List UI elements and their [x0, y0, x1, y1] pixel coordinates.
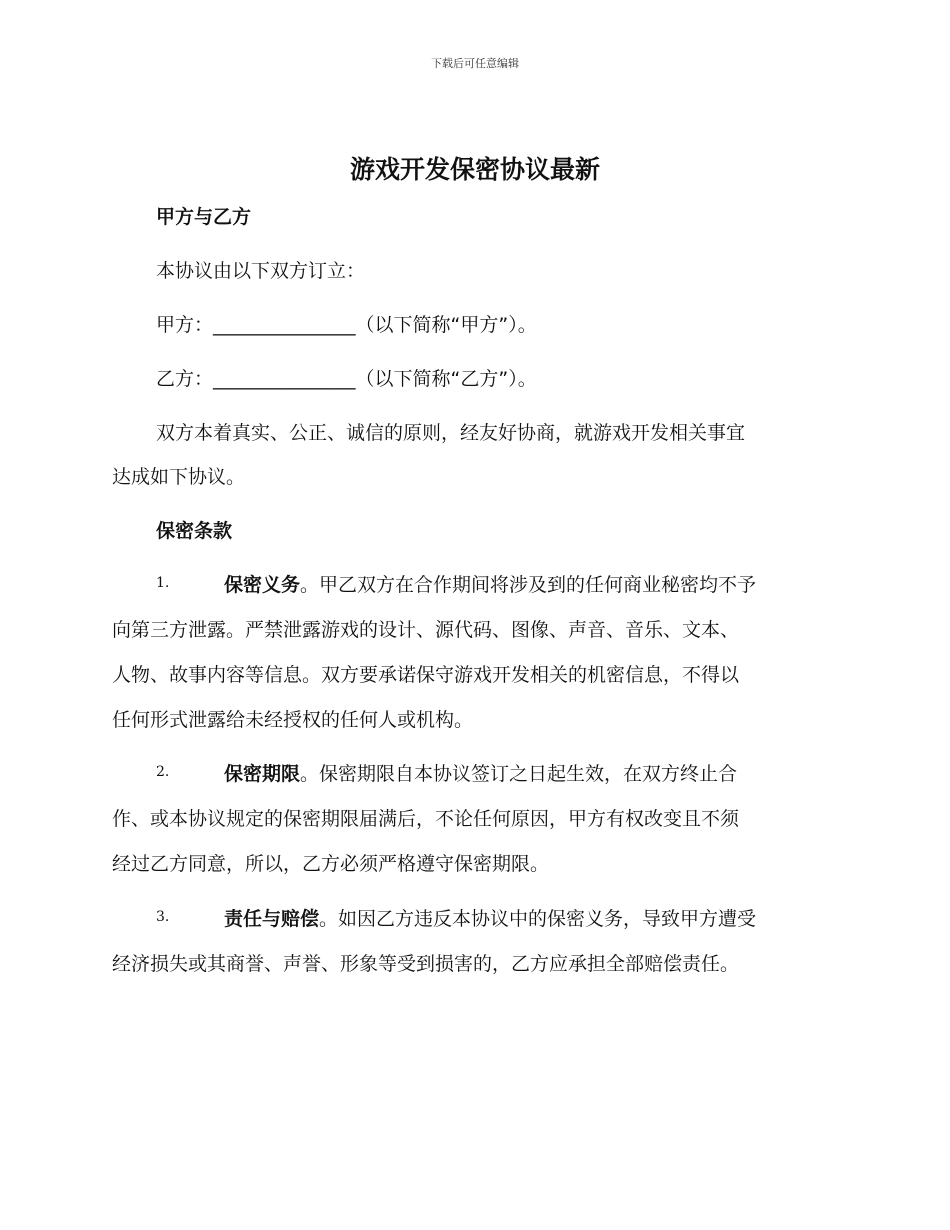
- clause-1-line-1: [224, 570, 944, 597]
- clause-1-line-4: 任何形式泄露给未经授权的任何人或机构。: [112, 709, 474, 731]
- clause-title: 保密期限: [224, 763, 301, 785]
- clause-number: 1.: [156, 575, 170, 591]
- party-b-line: [156, 364, 876, 391]
- section-heading-confidentiality: 保密条款: [156, 520, 233, 542]
- clause-2-line-2: 作、或本协议规定的保密期限届满后，不论任何原因，甲方有权改变且不须: [112, 808, 740, 830]
- clause-3-line-1: [224, 904, 944, 931]
- party-b-suffix: （以下简称“乙方”）。: [355, 368, 537, 390]
- document-title: 游戏开发保密协议最新: [349, 155, 600, 184]
- clause-3-line-2: 经济损失或其商誉、声誉、形象等受到损害的，乙方应承担全部赔偿责任。: [112, 953, 740, 975]
- clause-number: 3.: [156, 909, 170, 925]
- preamble-line-1: 双方本着真实、公正、诚信的原则，经友好协商，就游戏开发相关事宜: [156, 422, 746, 444]
- clause-text: 。保密期限自本协议签订之日起生效，在双方终止合: [300, 763, 738, 785]
- clause-title: 责任与赔偿: [224, 908, 320, 930]
- clause-title: 保密义务: [224, 574, 301, 596]
- header-note: 下载后可任意编辑: [431, 57, 519, 70]
- preamble-line-2: 达成如下协议。: [112, 466, 246, 488]
- party-a-suffix: （以下简称“甲方”）。: [355, 314, 537, 336]
- party-b-label: 乙方：: [156, 368, 214, 390]
- clause-text: 。甲乙双方在合作期间将涉及到的任何商业秘密均不予: [300, 574, 757, 596]
- clause-1-line-3: 人物、故事内容等信息。双方要承诺保守游戏开发相关的机密信息，不得以: [112, 664, 740, 686]
- clause-2-line-3: 经过乙方同意，所以，乙方必须严格遵守保密期限。: [112, 853, 550, 875]
- party-a-line: [156, 310, 876, 337]
- clause-1-line-2: 向第三方泄露。严禁泄露游戏的设计、源代码、图像、声音、音乐、文本、: [112, 619, 740, 641]
- section-heading-parties: 甲方与乙方: [156, 206, 252, 228]
- clause-text: 。如因乙方违反本协议中的保密义务，导致甲方遭受: [319, 908, 757, 930]
- clause-number: 2.: [156, 764, 170, 780]
- party-a-blank-field: _______________: [213, 314, 356, 336]
- intro-text: 本协议由以下双方订立：: [156, 260, 366, 282]
- clause-2-line-1: [224, 759, 944, 786]
- party-b-blank-field: _______________: [213, 368, 356, 390]
- party-a-label: 甲方：: [156, 314, 214, 336]
